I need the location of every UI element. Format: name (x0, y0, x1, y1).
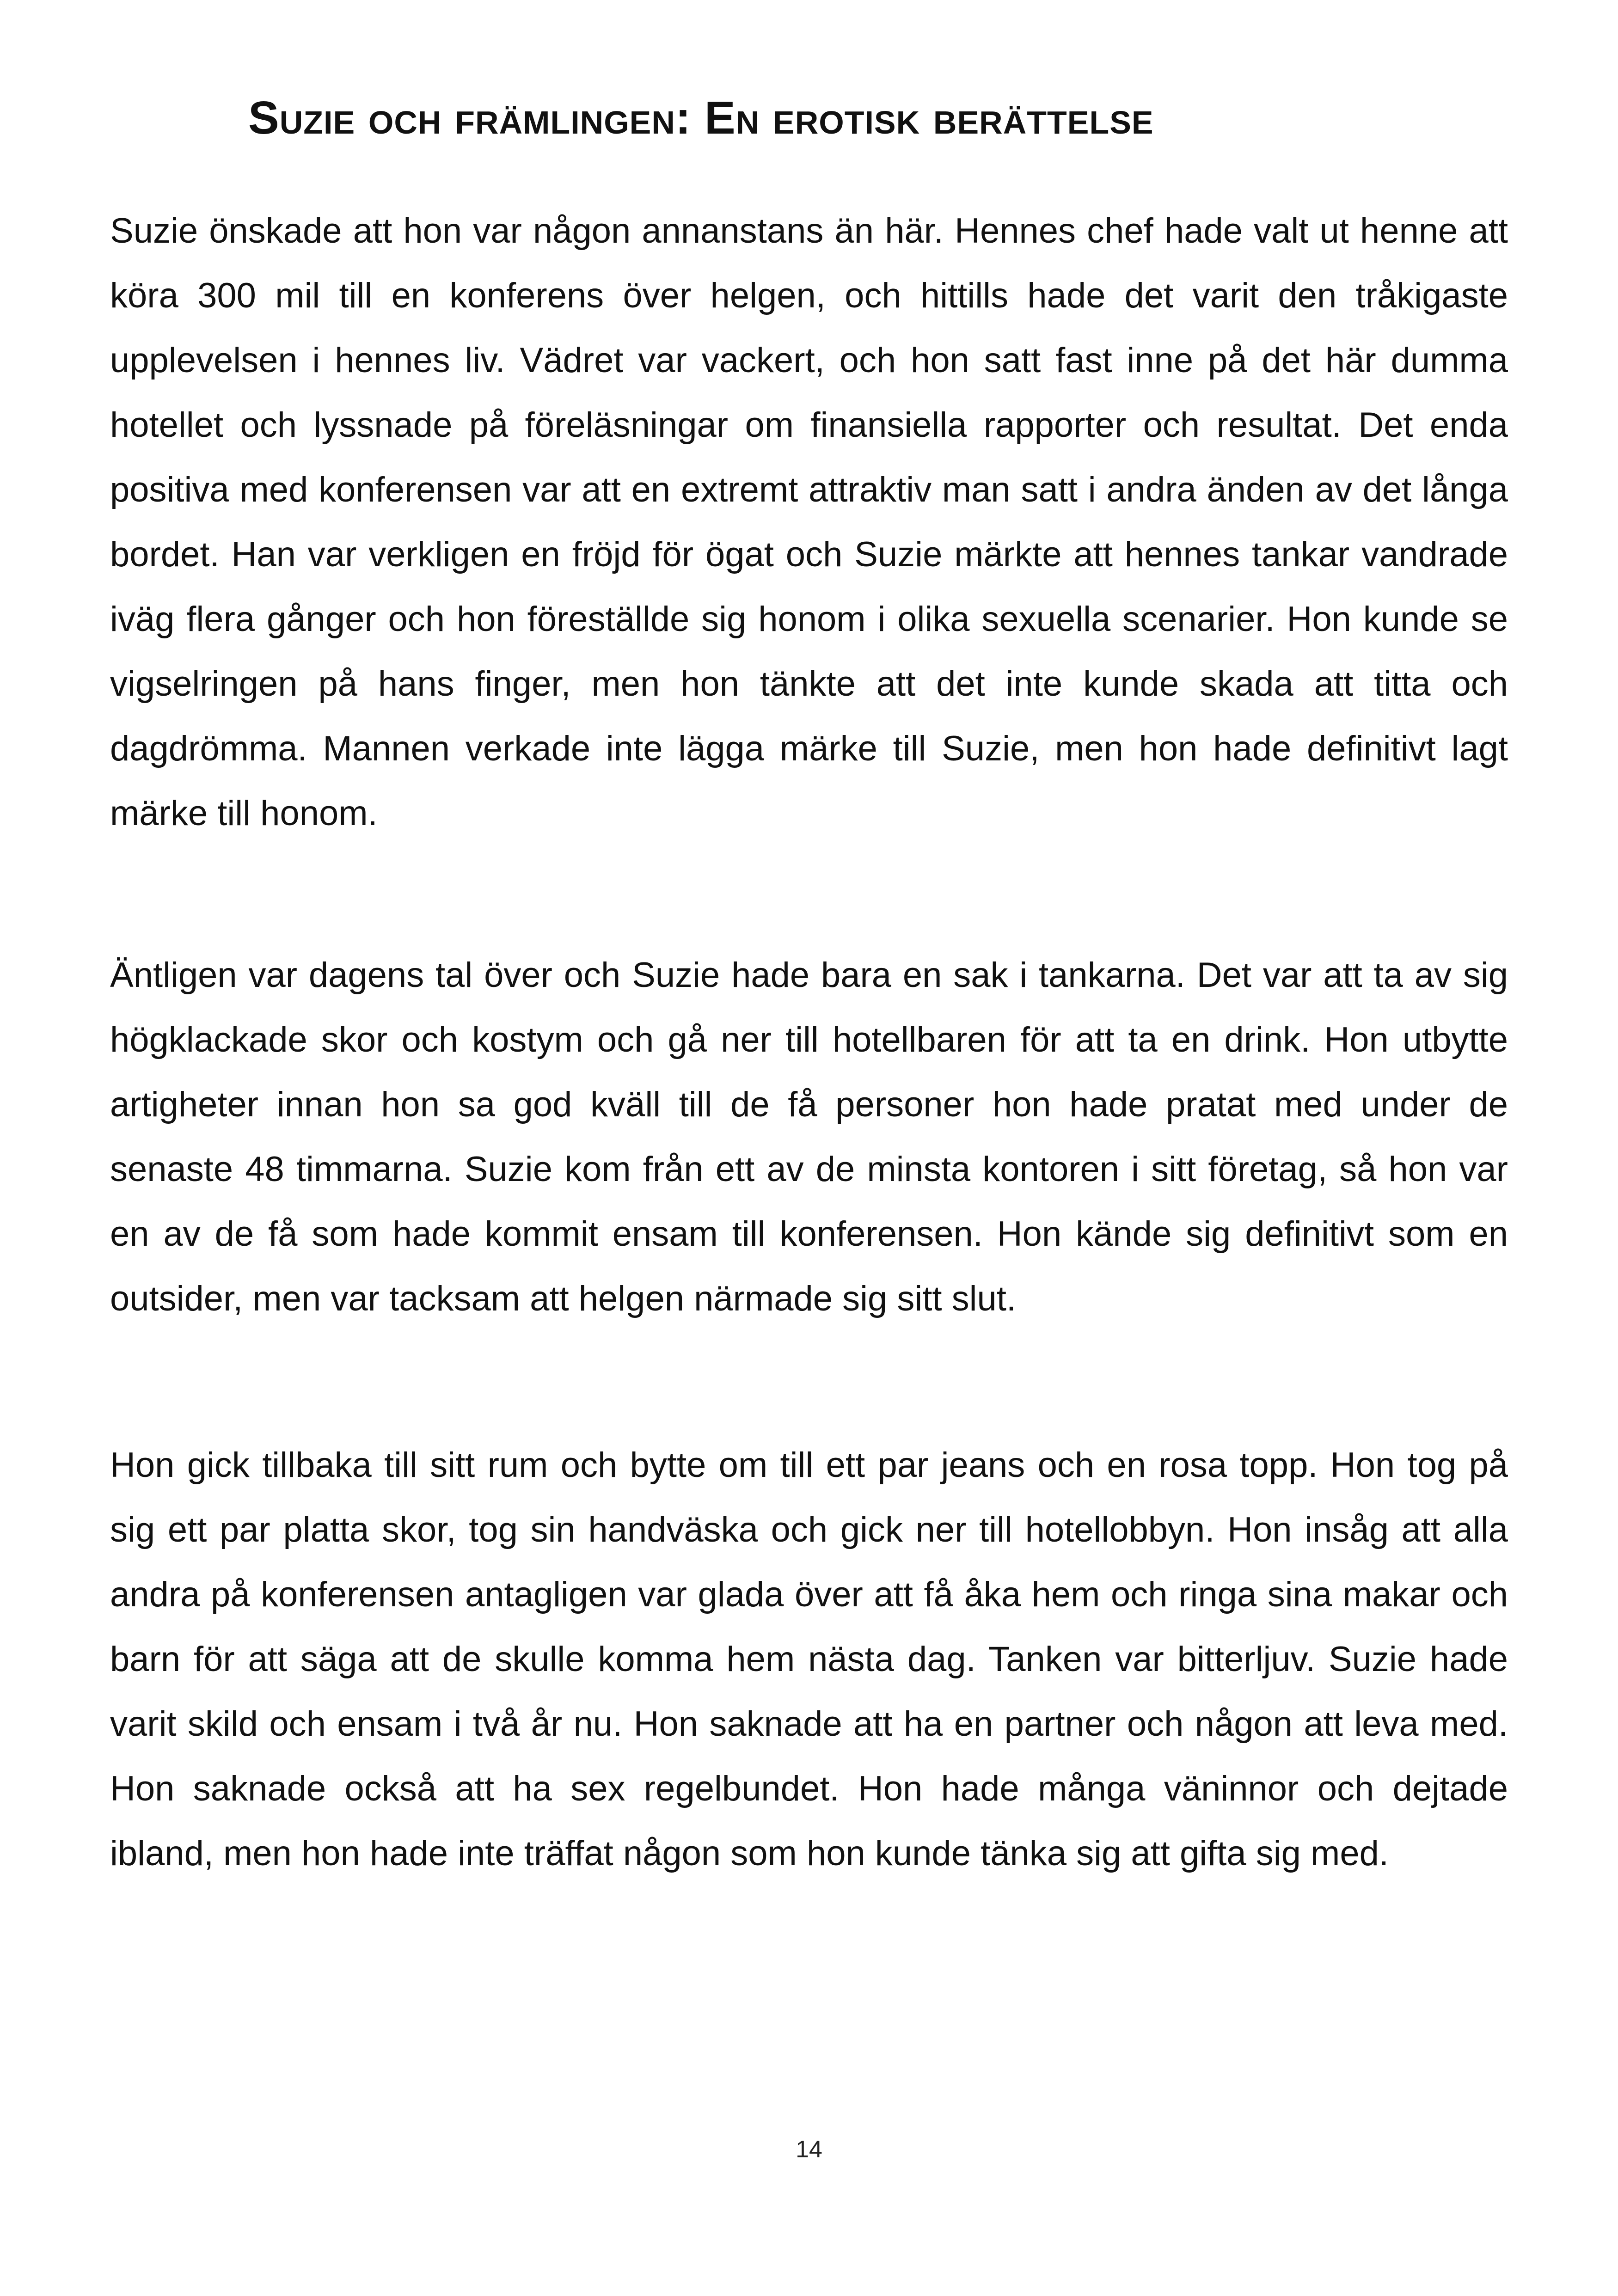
body-paragraph: Äntligen var dagens tal över och Suzie hade bara en sak i tankarna. Det var att ta av sig högklackade skor och kostym och gå ner till hotellbaren för att ta en drink. Hon utbytte artigheter innan hon sa god kväll till de få personer hon hade pratat med under de senaste 48 timmarna. Suzie kom från ett av de minsta kontoren i sitt företag, så hon var en av de få som hade kommit ensam till konferensen. Hon kände sig definitivt som en outsider, men var tacksam att helgen närmade sig sitt slut. (110, 955, 1508, 1318)
body-paragraph: Hon gick tillbaka till sitt rum och bytte om till ett par jeans och en rosa topp. Hon tog på sig ett par platta skor, tog sin handväska och gick ner till hotellobbyn. Hon insåg att alla andra på konferensen antagligen var glada över att få åka hem och ringa sina makar och barn för att säga att de skulle komma hem nästa dag. Tanken var bitterljuv. Suzie hade varit skild och ensam i två år nu. Hon saknade att ha en partner och någon att leva med. Hon saknade också att ha sex regelbundet. Hon hade många väninnor och dejtade ibland, men hon hade inte träffat någon som hon kunde tänka sig att gifta sig med. (110, 1445, 1508, 1873)
body-paragraph: Suzie önskade att hon var någon annanstans än här. Hennes chef hade valt ut henne att köra 300 mil till en konferens över helgen, och hittills hade det varit den tråkigaste upplevelsen i hennes liv. Vädret var vackert, och hon satt fast inne på det här dumma hotellet och lyssnade på föreläsningar om finansiella rapporter och resultat. Det enda positiva med konferensen var att en extremt attraktiv man satt i andra änden av det långa bordet. Han var verkligen en fröjd för ögat och Suzie märkte att hennes tankar vandrade iväg flera gånger och hon föreställde sig honom i olika sexuella scenarier. Hon kunde se vigselringen på hans finger, men hon tänkte att det inte kunde skada att titta och dagdrömma. Mannen verkade inte lägga märke till Suzie, men hon hade definitivt lagt märke till honom. (110, 211, 1508, 833)
chapter-title: Suzie och främlingen: En erotisk berättelse (248, 92, 1154, 144)
page-number: 14 (796, 2136, 822, 2163)
